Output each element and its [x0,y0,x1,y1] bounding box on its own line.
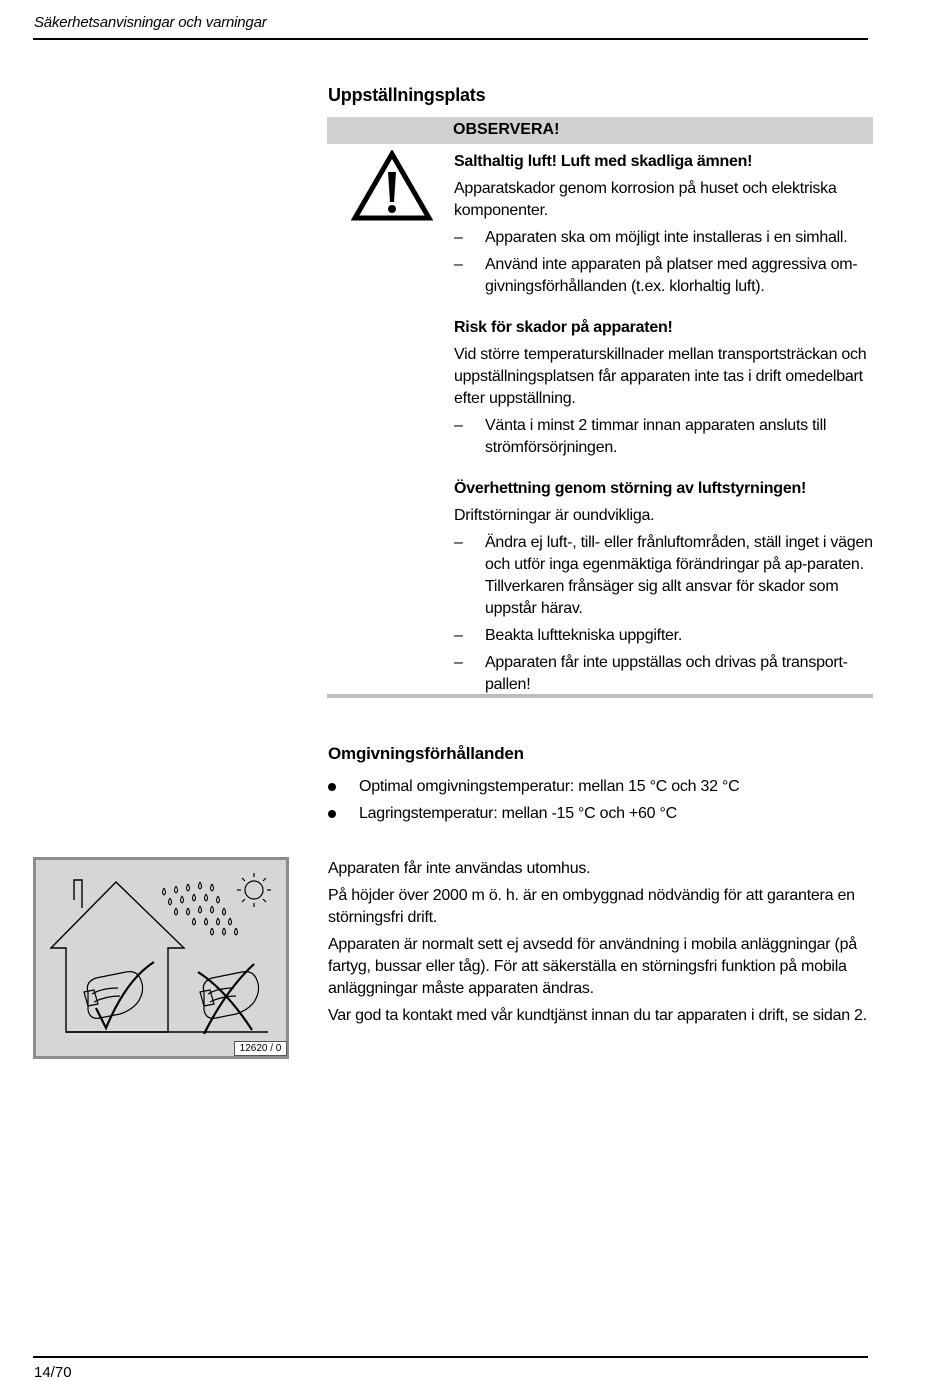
warning-title: Risk för skador på apparaten! [454,319,673,336]
environment-bullet-list [328,776,868,830]
warning-block-damage-risk [454,317,878,459]
notice-box-bottom-rule [327,694,873,698]
warning-block-salt-air [454,151,878,298]
section-heading-environment: Omgivningsförhållanden [328,744,524,763]
warning-title: Salthaltig luft! Luft med skadliga ämnen! [454,153,753,170]
section-heading-placement: Uppställningsplats [328,85,486,105]
paragraph: Apparaten får inte användas utomhus. [328,860,591,877]
header-rule [33,38,868,40]
notice-bar [327,117,873,144]
list-item: Optimal omgivningstemperatur: mellan 15 °C och 32 °C [328,776,868,798]
bullet-icon [328,810,336,818]
list-item: – Apparaten får inte uppställas och drivas på transport-pallen! [454,654,848,693]
paragraph: Var god ta kontakt med vår kundtjänst innan du tar apparaten i drift, se sidan 2. [328,1007,867,1024]
indoor-installation-illustration [33,857,289,1059]
environment-text [328,858,873,1032]
cross-icon [198,964,254,1034]
list-item: Lagringstemperatur: mellan -15 °C och +60 °C [328,803,868,825]
list-item: – Beakta lufttekniska uppgifter. [454,627,683,644]
warning-text: Apparatskador genom korrosion på huset och elektriska komponenter. [454,180,837,219]
warning-text: Driftstörningar är oundvikliga. [454,507,655,524]
list-item: – Apparaten ska om möjligt inte installeras i en simhall. [454,229,848,246]
warnings-column [454,151,878,701]
header-title: Säkerhetsanvisningar och varningar [34,14,267,31]
list-item: – Använd inte apparaten på platser med aggressiva om-givningsförhållanden (t.ex. klorhaltig luft). [454,256,858,295]
paragraph: Apparaten är normalt sett ej avsedd för användning i mobila anläggningar (på fartyg, bussar eller tåg). För att säkerställa en störningsfri funktion på mobila anläggningar måste apparaten ändras. [328,936,857,997]
notice-label: OBSERVERA! [453,121,560,138]
sun-icon [237,873,271,907]
list-item: – Vänta i minst 2 timmar innan apparaten ansluts till strömförsörjningen. [454,417,827,456]
warning-block-overheating [454,478,878,696]
bullet-icon [328,783,336,791]
page-number: 14/70 [34,1364,72,1381]
warning-title: Överhettning genom störning av luftstyrningen! [454,480,807,497]
house-icon [51,880,184,1032]
list-item: – Ändra ej luft-, till- eller frånluftområden, ställ inget i vägen och utför inga egenmäktiga förändringar på ap-paraten. Tillverkaren frånsäger sig allt ansvar för skador som uppstår härav. [454,534,873,617]
warning-text: Vid större temperaturskillnader mellan transportsträckan och uppställningsplatsen får apparaten inte tas i drift omedelbart efter uppställning. [454,346,867,407]
rain-icon [163,882,238,935]
paragraph: På höjder över 2000 m ö. h. är en ombyggnad nödvändig för att garantera en störningsfri drift. [328,887,855,926]
figure-id-label: 12620 / 0 [234,1041,287,1056]
footer-rule [33,1356,868,1358]
warning-triangle-icon [351,150,433,222]
